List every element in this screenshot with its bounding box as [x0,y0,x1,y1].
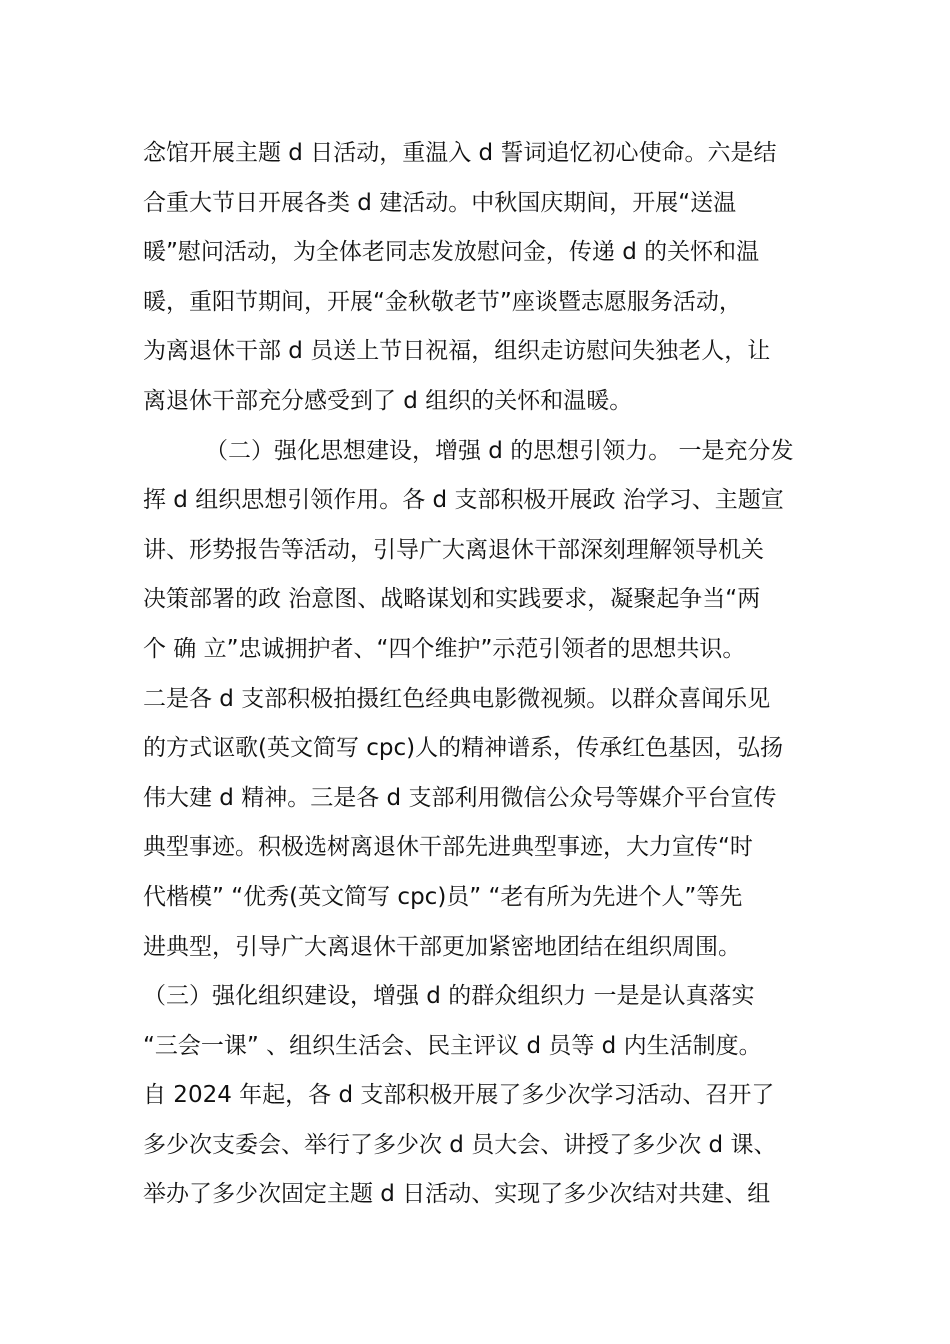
text-line: 念馆开展主题 d 日活动，重温入 d 誓词追忆初心使命。六是结 [143,140,777,166]
text-line: 为离退休干部 d 员送上节日祝福，组织走访慰问失独老人，让 [143,338,771,365]
text-line: “三会一课” 、组织生活会、民主评议 d 员等 d 内生活制度。 [143,1032,762,1059]
text-line: 二是各 d 支部积极拍摄红色经典电影微视频。以群众喜闻乐见 [143,685,771,712]
section-heading-line: （三）强化组织建设，增强 d 的群众组织力 一是是认真落实 [143,983,755,1010]
text-line: 暖”慰问活动，为全体老同志发放慰问金，传递 d 的关怀和温 [143,239,760,266]
text-line: 多少次支委会、举行了多少次 d 员大会、讲授了多少次 d 课、 [143,1131,777,1158]
text-line: 决策部署的政 治意图、战略谋划和实践要求，凝聚起争当“两 [143,586,761,613]
section-heading-line: （二）强化思想建设，增强 d 的思想引领力。 一是充分发 [205,437,794,464]
text-line: 进典型，引导广大离退休干部更加紧密地团结在组织周围。 [143,933,741,960]
text-line: 个 确 立”忠诚拥护者、“四个维护”示范引领者的思想共识。 [143,635,746,662]
text-line: 自 2024 年起，各 d 支部积极开展了多少次学习活动、召开了 [143,1082,775,1109]
body-text [143,129,823,1220]
text-line: 举办了多少次固定主题 d 日活动、实现了多少次结对共建、组 [143,1181,771,1208]
text-line: 挥 d 组织思想引领作用。各 d 支部积极开展政 治学习、主题宣 [143,487,784,514]
text-line: 讲、形势报告等活动，引导广大离退休干部深刻理解领导机关 [143,536,764,563]
text-line: 合重大节日开展各类 d 建活动。中秋国庆期间，开展“送温 [143,189,737,216]
text-line: 离退休干部充分感受到了 d 组织的关怀和温暖。 [143,387,633,414]
text-line: 代楷模” “优秀(英文简写 cpc)员” “老有所为先进个人”等先 [143,883,743,910]
text-line: 暖，重阳节期间，开展“金秋敬老节”座谈暨志愿服务活动， [143,288,742,315]
text-line: 的方式讴歌(英文简写 cpc)人的精神谱系，传承红色基因，弘扬 [143,735,784,762]
text-line: 伟大建 d 精神。三是各 d 支部利用微信公众号等媒介平台宣传 [143,784,777,811]
text-line: 典型事迹。积极选树离退休干部先进典型事迹，大力宣传“时 [143,834,753,861]
